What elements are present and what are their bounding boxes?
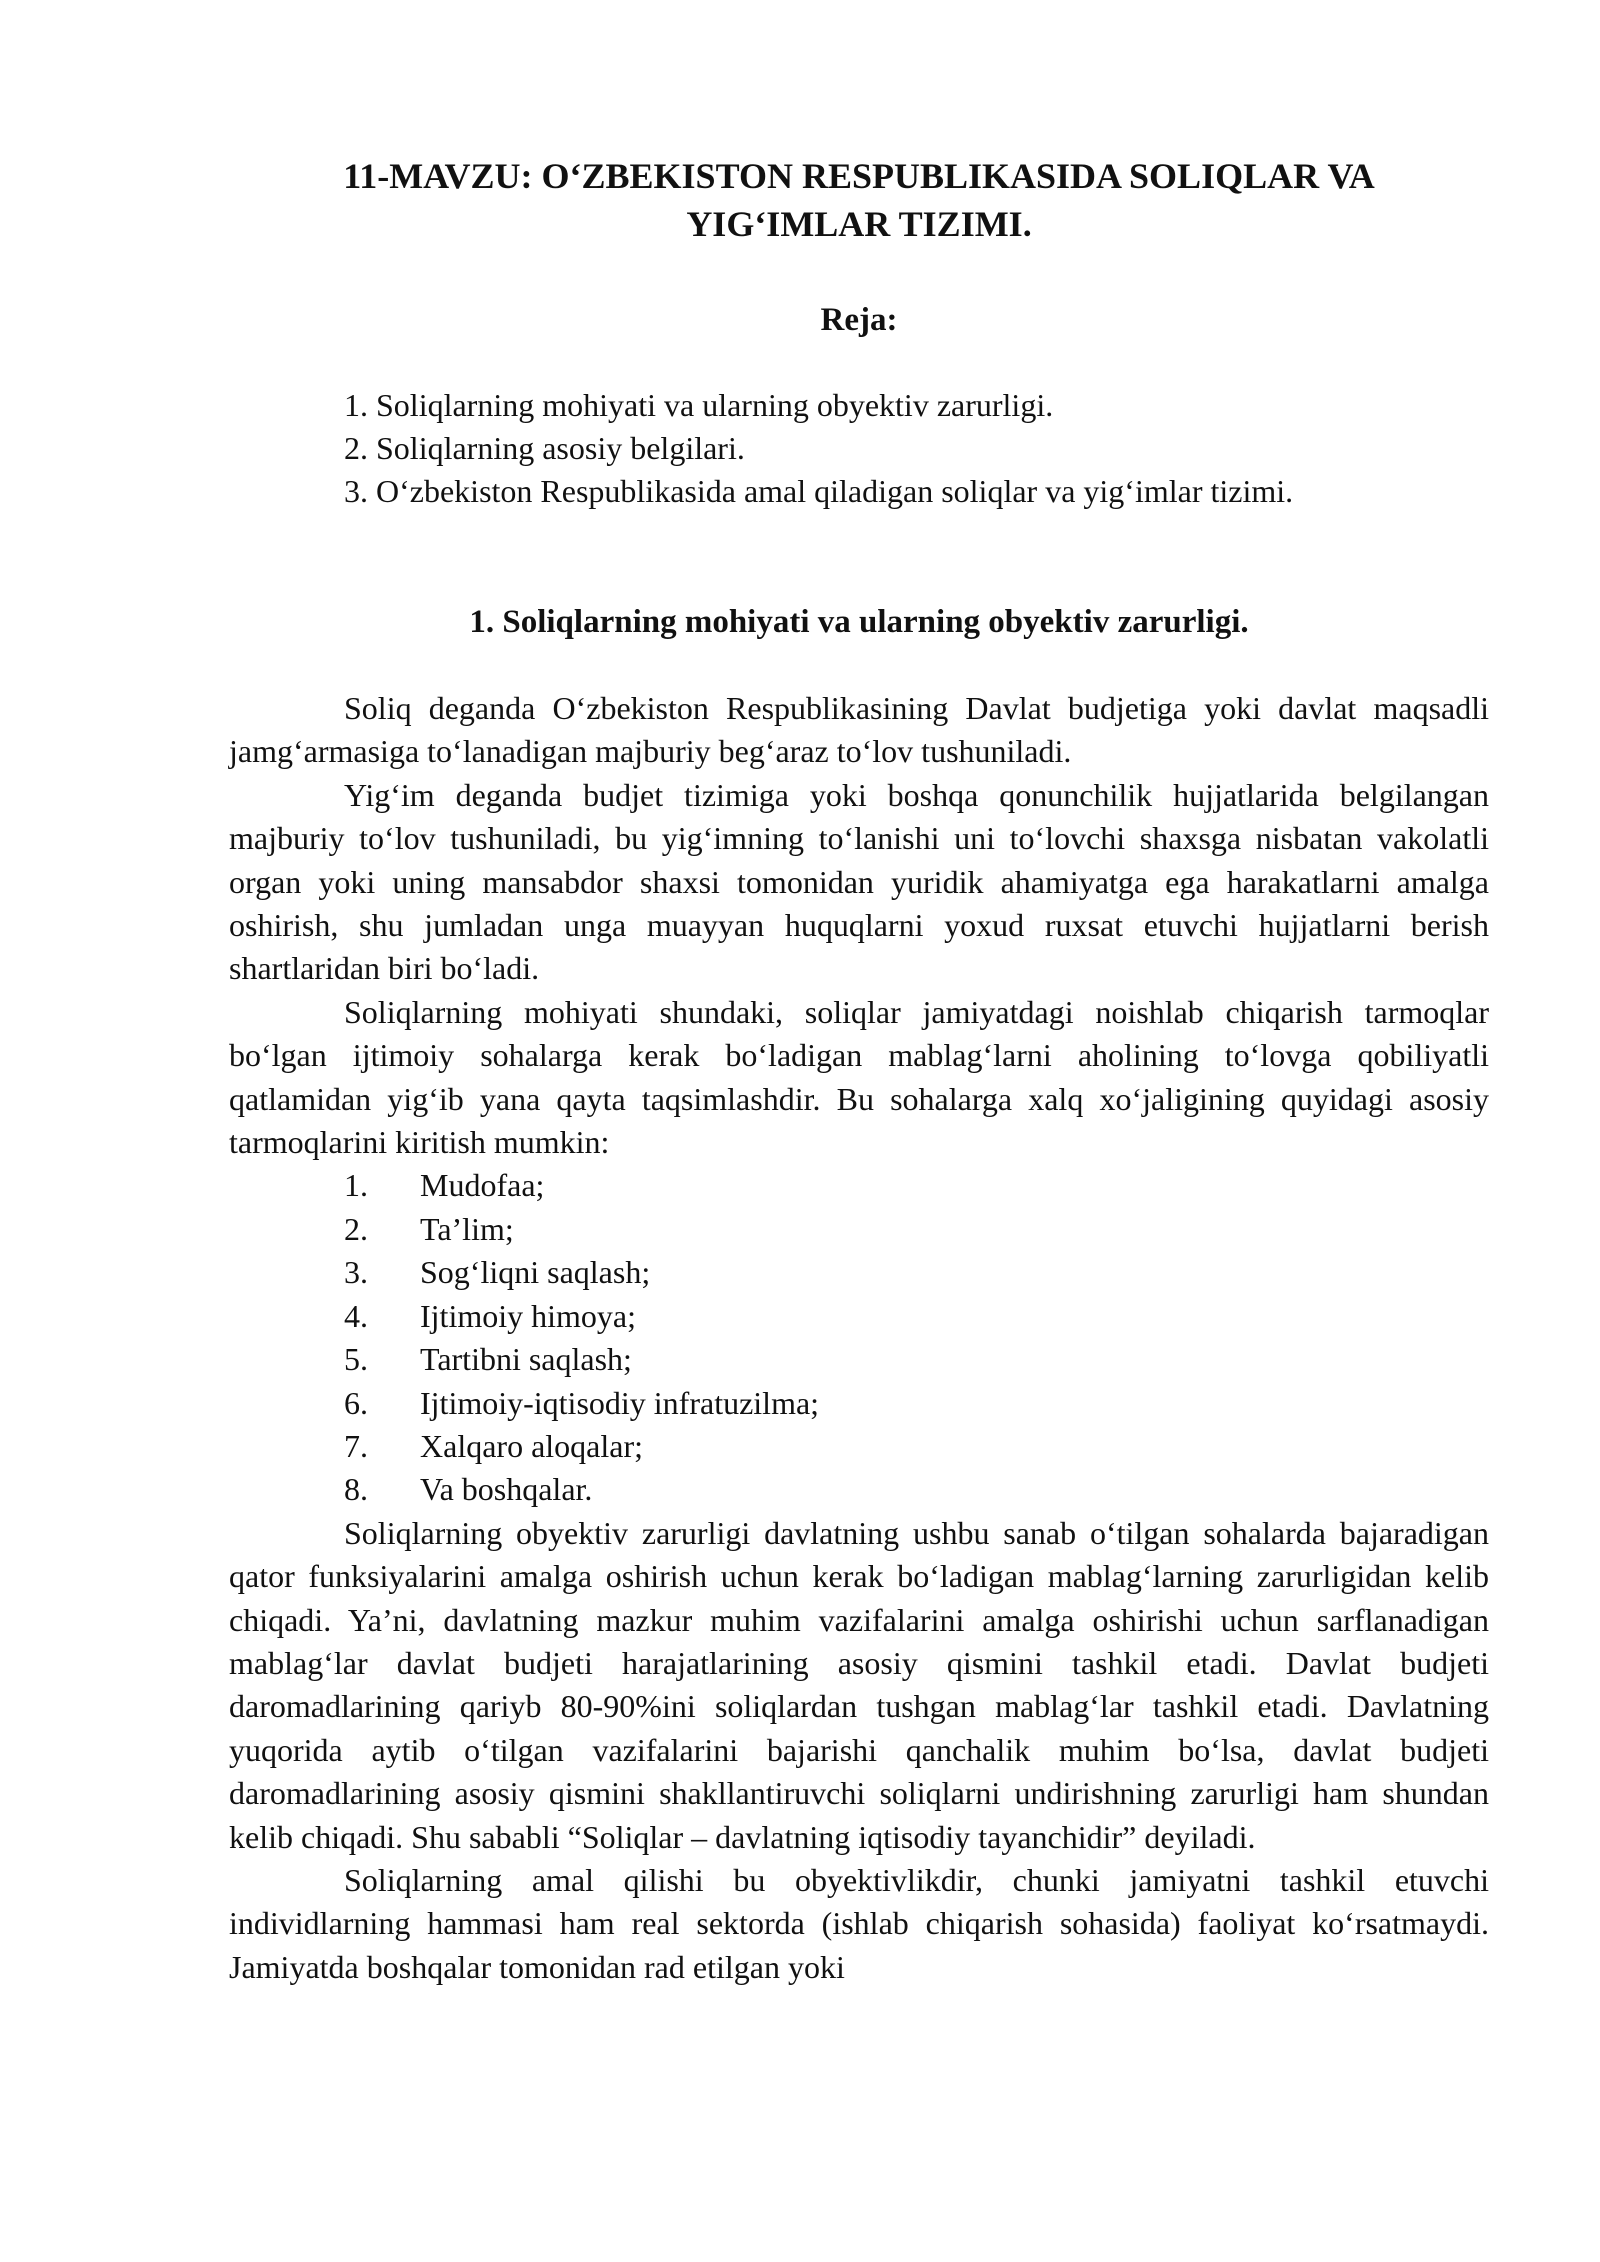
list-item-number: 2.: [344, 1210, 368, 1247]
list-item-number: 3.: [344, 1254, 368, 1291]
list-item-text: Sog‘liqni saqlash;: [420, 1254, 651, 1291]
list-item: [229, 1251, 1489, 1294]
paragraph-essence: Soliqlarning mohiyati shundaki, soliqlar jamiyatdagi noishlab chiqarish tarmoqlar bo‘lgan ijtimoiy sohalarga kerak bo‘ladigan mablag‘larni aholining to‘lovga qobiliyatli qatlamidan yig‘ib yana qayta taqsimlashdir. Bu sohalarga xalq xo‘jaligining quyidagi asosiy tarmoqlarini kiritish mumkin:: [229, 993, 1489, 1161]
title-line-2: YIG‘IMLAR TIZIMI.: [686, 204, 1032, 244]
list-item-number: 5.: [344, 1341, 368, 1378]
list-item-text: Xalqaro aloqalar;: [420, 1427, 643, 1464]
list-item-text: Ta’lim;: [420, 1210, 514, 1247]
document-body: [229, 687, 1489, 1989]
paragraph-yigim-definition: Yig‘im deganda budjet tizimiga yoki boshqa qonunchilik hujjatlarida belgilangan majburiy to‘lov tushuniladi, bu yig‘imning to‘lanishi uni to‘lovchi shaxsga nisbatan vakolatli organ yoki uning mansabdor shaxsi tomonidan yuridik ahamiyatga ega harakatlarni amalga oshirish, shu jumladan unga muayyan huquqlarni yoxud ruxsat etuvchi hujjatlarni berish shartlaridan biri bo‘ladi.: [229, 776, 1489, 987]
list-item-number: 4.: [344, 1297, 368, 1334]
list-item: [229, 1208, 1489, 1251]
list-item-number: 7.: [344, 1427, 368, 1464]
list-item: [229, 1468, 1489, 1511]
list-item: [229, 1295, 1489, 1338]
paragraph-objectivity: Soliqlarning amal qilishi bu obyektivlikdir, chunki jamiyatni tashkil etuvchi individlarning hammasi ham real sektorda (ishlab chiqarish sohasida) faoliyat ko‘rsatmaydi. Jamiyatda boshqalar tomonidan rad etilgan yoki: [229, 1861, 1489, 1985]
plan-item: 2. Soliqlarning asosiy belgilari.: [344, 430, 745, 466]
list-item-number: 6.: [344, 1384, 368, 1421]
title-line-1: 11-MAVZU: O‘ZBEKISTON RESPUBLIKASIDA SOLIQLAR VA: [343, 156, 1375, 196]
list-item-number: 1.: [344, 1167, 368, 1204]
plan-item: 1. Soliqlarning mohiyati va ularning obyektiv zarurligi.: [344, 387, 1054, 423]
list-item: [229, 1164, 1489, 1207]
list-item-text: Ijtimoiy-iqtisodiy infratuzilma;: [420, 1384, 820, 1421]
list-item-text: Ijtimoiy himoya;: [420, 1297, 636, 1334]
plan-label: Reja:: [820, 302, 898, 338]
sector-list: [229, 1164, 1489, 1511]
document-title: [229, 152, 1489, 248]
plan-item: 3. O‘zbekiston Respublikasida amal qiladigan soliqlar va yig‘imlar tizimi.: [344, 473, 1294, 509]
plan-list: [344, 384, 1293, 513]
list-item-text: Va boshqalar.: [420, 1471, 593, 1508]
list-item: [229, 1382, 1489, 1425]
paragraph-necessity: Soliqlarning obyektiv zarurligi davlatning ushbu sanab o‘tilgan sohalarda bajaradigan qator funksiyalarini amalga oshirish uchun kerak bo‘ladigan mablag‘larning zarurligidan kelib chiqadi. Ya’ni, davlatning mazkur muhim vazifalarini amalga oshirishi uchun sarflanadigan mablag‘lar davlat budjeti harajatlarining asosiy qismini tashkil etadi. Davlat budjeti daromadlarining qariyb 80-90%ini soliqlardan tushgan mablag‘lar tashkil etadi. Davlatning yuqorida aytib o‘tilgan vazifalarini bajarishi qanchalik muhim bo‘lsa, davlat budjeti daromadlarining asosiy qismini shakllantiruvchi soliqlarni undirishning zarurligi ham shundan kelib chiqadi. Shu sababli “Soliqlar – davlatning iqtisodiy tayanchidir” deyiladi.: [229, 1514, 1489, 1855]
list-item: [229, 1425, 1489, 1468]
list-item: [229, 1338, 1489, 1381]
list-item-number: 8.: [344, 1471, 368, 1508]
list-item-text: Mudofaa;: [420, 1167, 545, 1204]
paragraph-soliq-definition: Soliq deganda O‘zbekiston Respublikasining Davlat budjetiga yoki davlat maqsadli jamg‘armasiga to‘lanadigan majburiy beg‘araz to‘lov tushuniladi.: [229, 690, 1489, 770]
section-heading: 1. Soliqlarning mohiyati va ularning obyektiv zarurligi.: [469, 604, 1249, 640]
list-item-text: Tartibni saqlash;: [420, 1341, 632, 1378]
